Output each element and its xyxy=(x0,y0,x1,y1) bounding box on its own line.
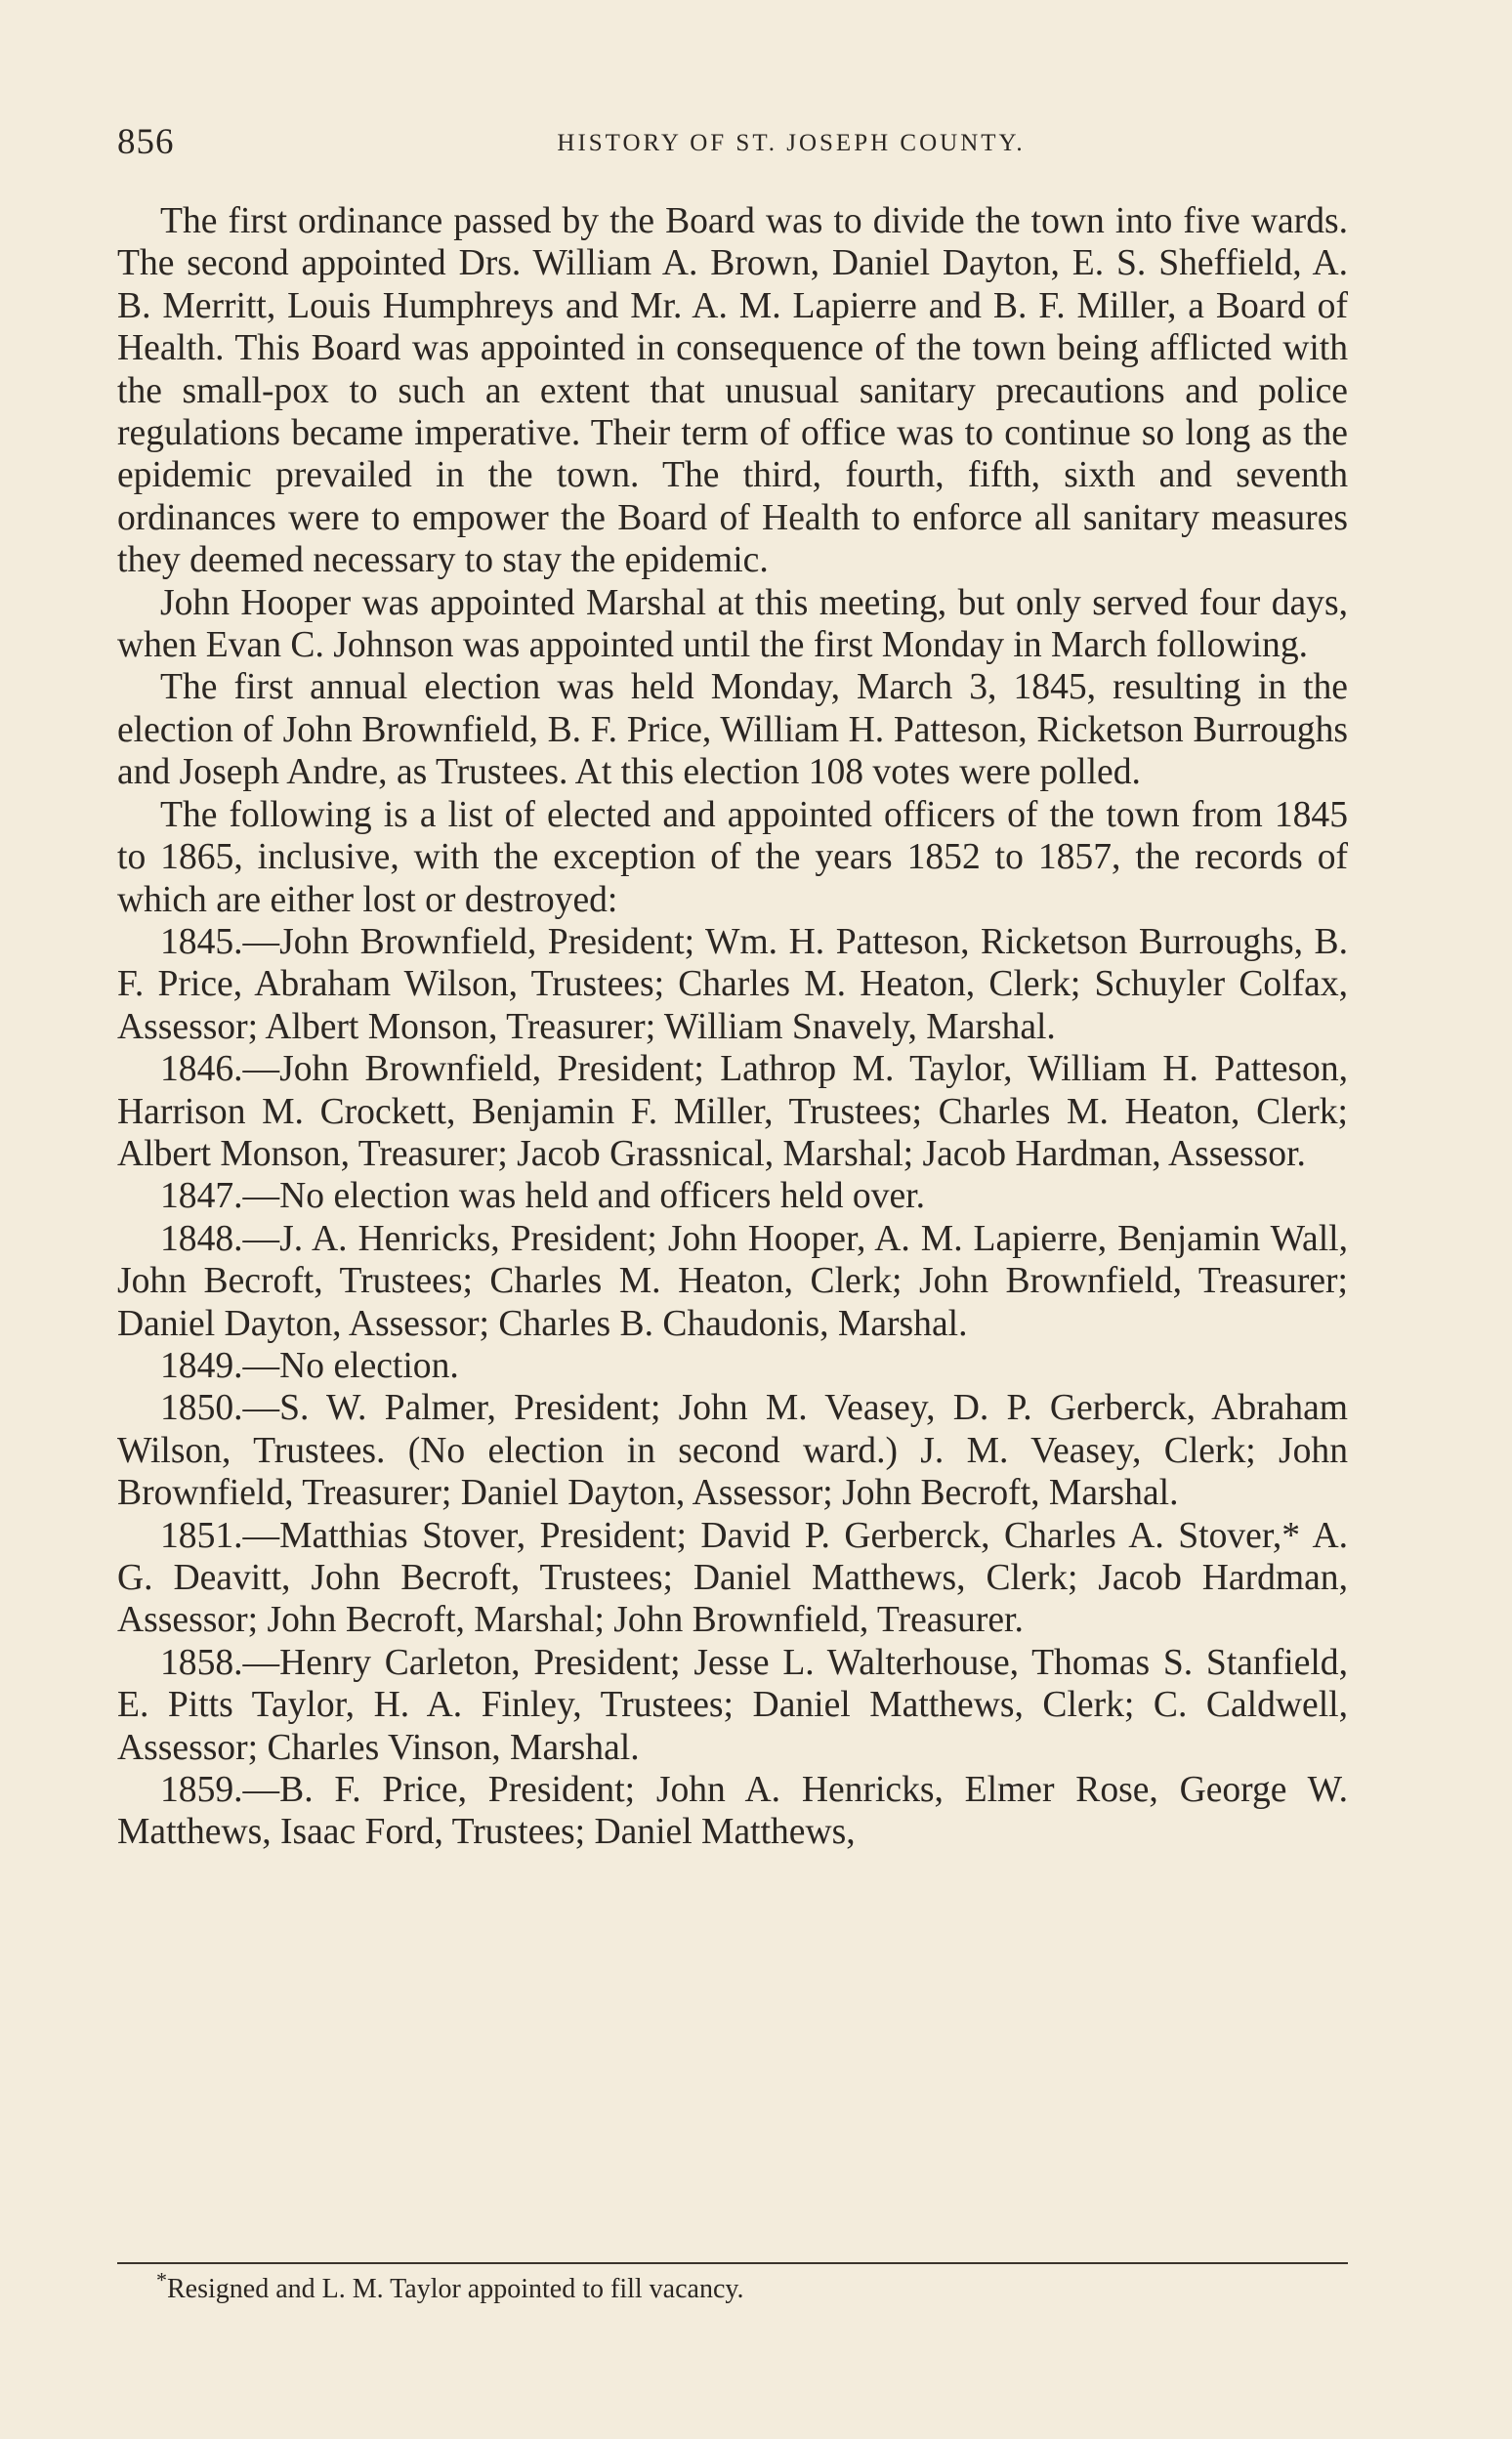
paragraph-first-election: The first annual election was held Monday, March 3, 1845, resulting in the election of John Brownfield, B. F. Price, William H. Patteson, Ricketson Burroughs and Joseph Andre, as Trustees. At this election 108 votes were polled. xyxy=(117,667,1348,793)
paragraph-ordinances: The first ordinance passed by the Board was to divide the town into five wards. The second appointed Drs. William A. Brown, Daniel Dayton, E. S. Sheffield, A. B. Merritt, Louis Humphreys and Mr. A. M. Lapierre and B. F. Miller, a Board of Health. This Board was appointed in consequence of the town being afflicted with the small-pox to such an extent that unusual sanitary precautions and police regulations became imperative. Their term of office was to continue so long as the epidemic prevailed in the town. The third, fourth, fifth, sixth and seventh ordinances were to empower the Board of Health to enforce all sanitary measures they deemed necessary to stay the epidemic. xyxy=(117,201,1348,581)
footnote-marker: * xyxy=(156,2267,167,2292)
paragraph-officers-intro: The following is a list of elected and appointed officers of the town from 1845 to 1865, inclusive, with the exception of the years 1852 to 1857, the records of which are either lost or destroyed: xyxy=(117,794,1348,920)
paragraph-1848: 1848.—J. A. Henricks, President; John Hooper, A. M. Lapierre, Benjamin Wall, John Becroft, Trustees; Charles M. Heaton, Clerk; John Brownfield, Treasurer; Daniel Dayton, Assessor; Charles B. Chaudonis, Marshal. xyxy=(117,1218,1348,1344)
footnote xyxy=(156,2267,1328,2306)
footnote-text: Resigned and L. M. Taylor appointed to fill vacancy. xyxy=(167,2274,744,2304)
paragraph-1845: 1845.—John Brownfield, President; Wm. H. Patteson, Ricketson Burroughs, B. F. Price, Abraham Wilson, Trustees; Charles M. Heaton, Clerk; Schuyler Colfax, Assessor; Albert Monson, Treasurer; William Snavely, Marshal. xyxy=(117,921,1348,1047)
page-number: 856 xyxy=(117,122,175,162)
footnote-divider xyxy=(117,2262,1348,2264)
body-text xyxy=(117,200,1348,1854)
paragraph-1849: 1849.—No election. xyxy=(160,1345,459,1386)
running-head xyxy=(117,121,1348,170)
paragraph-1851: 1851.—Matthias Stover, President; David P. Gerberck, Charles A. Stover,* A. G. Deavitt, John Becroft, Trustees; Daniel Matthews, Clerk; Jacob Hardman, Assessor; John Becroft, Marshal; John Brownfield, Treasurer. xyxy=(117,1515,1348,1641)
paragraph-1847: 1847.—No election was held and officers held over. xyxy=(160,1176,926,1217)
paragraph-1859: 1859.—B. F. Price, President; John A. Henricks, Elmer Rose, George W. Matthews, Isaac Ford, Trustees; Daniel Matthews, xyxy=(117,1770,1348,1853)
paragraph-1858: 1858.—Henry Carleton, President; Jesse L. Walterhouse, Thomas S. Stanfield, E. Pitts Taylor, H. A. Finley, Trustees; Daniel Matthews, Clerk; C. Caldwell, Assessor; Charles Vinson, Marshal. xyxy=(117,1642,1348,1768)
paragraph-1846: 1846.—John Brownfield, President; Lathrop M. Taylor, William H. Patteson, Harrison M. Crockett, Benjamin F. Miller, Trustees; Charles M. Heaton, Clerk; Albert Monson, Treasurer; Jacob Grassnical, Marshal; Jacob Hardman, Assessor. xyxy=(117,1049,1348,1174)
paragraph-marshal: John Hooper was appointed Marshal at this meeting, but only served four days, when Evan C. Johnson was appointed until the first Monday in March following. xyxy=(117,582,1348,666)
paragraph-1850: 1850.—S. W. Palmer, President; John M. Veasey, D. P. Gerberck, Abraham Wilson, Trustees. (No election in second ward.) J. M. Veasey, Clerk; John Brownfield, Treasurer; Daniel Dayton, Assessor; John Becroft, Marshal. xyxy=(117,1388,1348,1514)
running-title: HISTORY OF ST. JOSEPH COUNTY. xyxy=(557,130,1026,156)
